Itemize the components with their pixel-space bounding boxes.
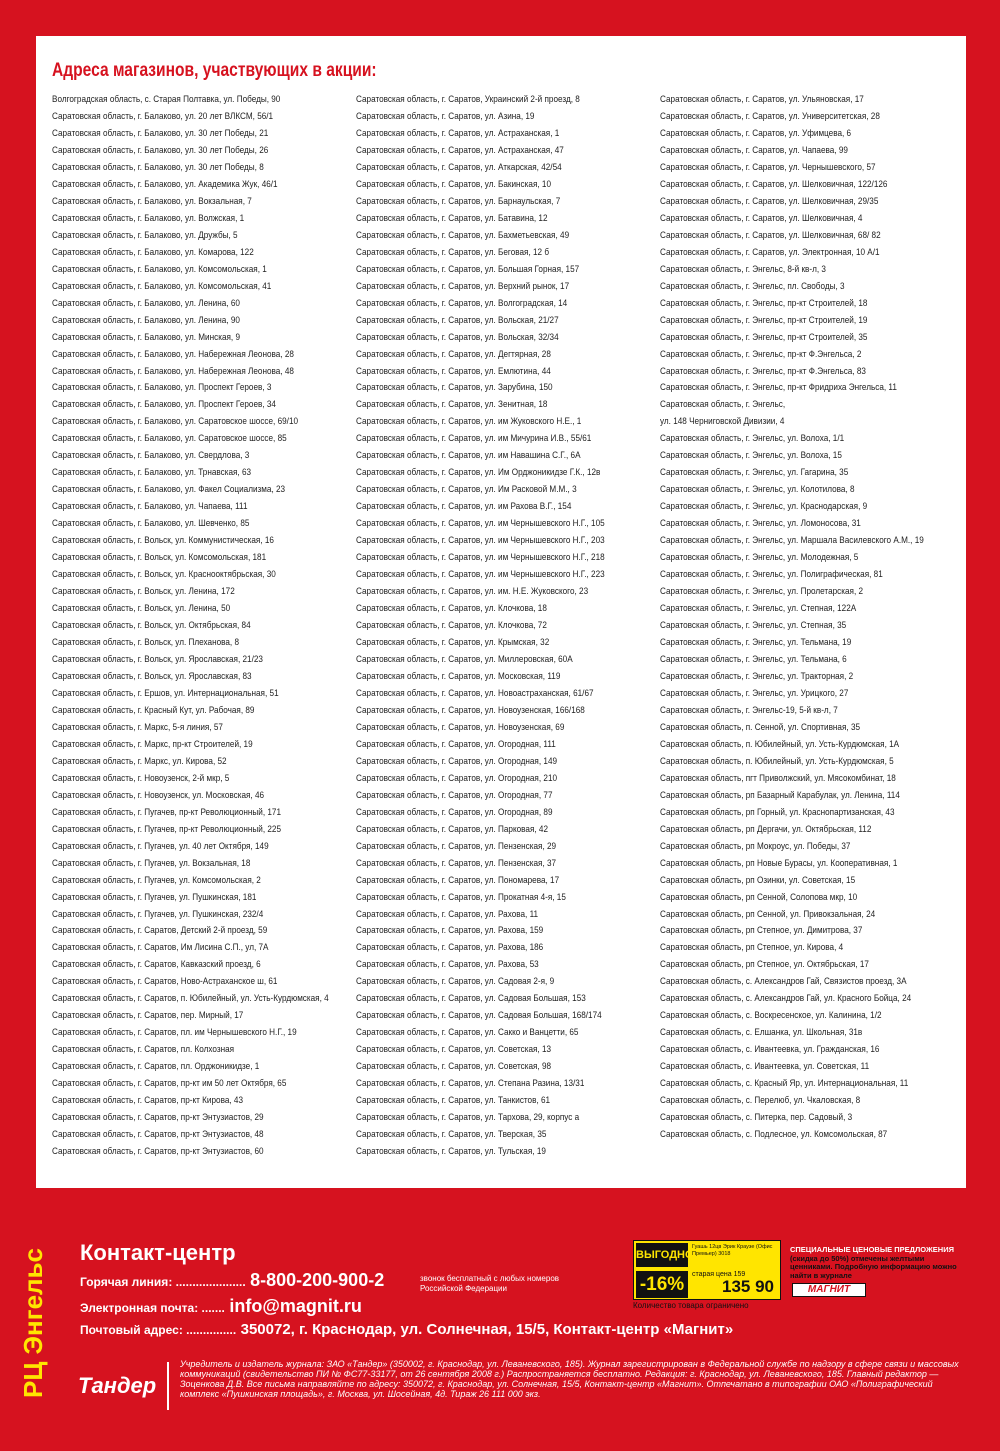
address-item: Саратовская область, с. Ивантеевка, ул. Гражданская, 16 [660,1044,880,1056]
address-item: Саратовская область, с. Александров Гай, Связистов проезд, 3А [660,976,907,988]
address-item: Саратовская область, г. Балаково, ул. 20 лет ВЛКСМ, 56/1 [52,110,274,122]
address-item: Саратовская область, г. Саратов, ул. Тульская, 19 [356,1146,546,1158]
address-item: Саратовская область, г. Балаково, ул. 30 лет Победы, 8 [52,161,264,173]
address-item: Саратовская область, г. Пугачев, ул. Комсомольская, 2 [52,874,261,886]
address-item: Саратовская область, г. Балаково, ул. Волжская, 1 [52,212,245,224]
address-item: Саратовская область, г. Саратов, ул. Бакинская, 10 [356,178,552,190]
address-item: Саратовская область, с. Воскресенское, ул. Калинина, 1/2 [660,1010,882,1022]
address-item: Саратовская область, г. Саратов, ул. Электронная, 10 А/1 [660,246,880,258]
address-item: Саратовская область, г. Энгельс, пр-кт Строителей, 19 [660,314,868,326]
address-item: Саратовская область, г. Саратов, ул. Дегтярная, 28 [356,348,551,360]
address-item: Саратовская область, г. Пугачев, ул. 40 лет Октября, 149 [52,840,269,852]
hotline-phone-link[interactable]: 8-800-200-900-2 [250,1270,385,1290]
special-offers-body: (скидка до 50%) отмечены желтыми ценниками. Подробную информацию можно найти в журнале [790,1253,957,1280]
address-item: Саратовская область, г. Балаково, ул. Чапаева, 111 [52,501,248,513]
address-item: Саратовская область, г. Балаково, ул. Свердлова, 3 [52,450,250,462]
address-item: Саратовская область, г. Саратов, пр-кт им 50 лет Октября, 65 [52,1078,287,1090]
address-item: Саратовская область, г. Саратов, ул. им Чернышевского Н.Г., 223 [356,569,605,581]
address-item: Саратовская область, г. Пугачев, ул. Вокзальная, 18 [52,857,251,869]
address-item: Саратовская область, г. Саратов, ул. Тверская, 35 [356,1129,547,1141]
contact-center-title: Контакт-центр [80,1240,236,1265]
address-column-2 [356,92,656,1161]
address-item: Саратовская область, г. Балаково, ул. Трнавская, 63 [52,467,252,479]
address-item: Саратовская область, г. Энгельс, ул. Пролетарская, 2 [660,586,864,598]
address-item: Саратовская область, г. Балаково, ул. Набережная Леонова, 28 [52,348,294,360]
address-item: Саратовская область, рп Мокроус, ул. Победы, 37 [660,840,851,852]
address-item: Саратовская область, г. Саратов, ул. Рахова, 53 [356,959,539,971]
address-item: Саратовская область, г. Саратов, ул. Пензенская, 37 [356,857,557,869]
address-item: Саратовская область, г. Саратов, ул. Огородная, 77 [356,789,553,801]
address-item: Саратовская область, г. Энгельс, пр-кт Ф.Энгельса, 83 [660,365,866,377]
address-item: Саратовская область, г. Балаково, ул. Проспект Героев, 3 [52,382,272,394]
address-item: Саратовская область, г. Саратов, ул. Шелковичная, 29/35 [660,195,879,207]
address-item: Саратовская область, г. Саратов, ул. Беговая, 12 б [356,246,550,258]
address-item: Саратовская область, г. Вольск, ул. Краснооктябрьская, 30 [52,569,276,581]
address-item: Саратовская область, г. Балаково, ул. 30 лет Победы, 21 [52,127,269,139]
postal-label: Почтовый адрес: ............... [80,1323,237,1337]
address-item: Саратовская область, г. Энгельс, 8-й кв-л, 3 [660,263,826,275]
address-item: Саратовская область, пгт Приволжский, ул. Мясокомбинат, 18 [660,772,896,784]
address-item: Саратовская область, п. Сенной, ул. Спортивная, 35 [660,721,861,733]
address-item: Саратовская область, рп Новые Бурасы, ул. Кооперативная, 1 [660,857,898,869]
address-item: Саратовская область, г. Саратов, ул. Рахова, 159 [356,925,544,937]
address-item: Саратовская область, г. Саратов, ул. Астраханская, 47 [356,144,564,156]
special-offers-title: СПЕЦИАЛЬНЫЕ ЦЕНОВЫЕ ПРЕДЛОЖЕНИЯ [790,1245,954,1254]
special-offers-text [790,1246,965,1280]
address-item: Саратовская область, г. Саратов, ул. Барнаульская, 7 [356,195,561,207]
address-item: Саратовская область, г. Саратов, пл. Колхозная [52,1044,235,1056]
address-item: Саратовская область, г. Балаково, ул. Шевченко, 85 [52,518,250,530]
address-item: Саратовская область, г. Саратов, пр-кт Энтузиастов, 60 [52,1146,264,1158]
address-item: Саратовская область, г. Саратов, Им Лисина С.П., ул, 7А [52,942,269,954]
address-item: Саратовская область, г. Саратов, ул. Миллеровская, 60А [356,653,573,665]
address-item: Саратовская область, рп Базарный Карабулак, ул. Ленина, 114 [660,789,900,801]
address-item: Саратовская область, г. Саратов, Детский 2-й проезд, 59 [52,925,268,937]
address-item: Саратовская область, г. Энгельс, ул. Урицкого, 27 [660,687,849,699]
address-column-3 [660,92,960,1144]
address-item: Саратовская область, г. Энгельс, пр-кт Строителей, 18 [660,297,868,309]
address-item: Саратовская область, г. Саратов, ул. Клочкова, 72 [356,620,547,632]
address-item: Саратовская область, г. Саратов, ул. Верхний рынок, 17 [356,280,570,292]
address-item: Саратовская область, г. Новоузенск, 2-й мкр, 5 [52,772,230,784]
publisher-info: Учредитель и издатель журнала: ЗАО «Тандер» (350002, г. Краснодар, ул. Леваневского, 185). Журнал зарегистрирован в Федеральной службе по надзору в сфере связи и массовых коммуникаций (свидетельство ПИ № ФС77-33177, от 26 сентября 2008 г.) Распространяется бесплатно. Редакция: г. Краснодар, ул. Леваневского, 185. Главный редактор — Зоценкова Д.В. Все письма направляйте по адресу: 350072, г. Краснодар, ул. Солнечная, 15/5, Контакт-центр «Магнит». Отпечатано в типографии ОАО «Полиграфический комплекс «Пушкинская площадь», г. Москва, ул. Шосейная, 4д. Тираж 26 111 000 экз. [180,1359,959,1399]
address-item: Саратовская область, г. Пугачев, пр-кт Революционный, 225 [52,823,282,835]
divider [167,1362,169,1410]
address-item: Саратовская область, рп Горный, ул. Краснопартизанская, 43 [660,806,895,818]
address-item: Саратовская область, г. Саратов, ул. им. Н.Е. Жуковского, 23 [356,586,589,598]
tander-logo: Тандер [78,1373,157,1398]
address-item: Саратовская область, г. Балаково, ул. Вокзальная, 7 [52,195,252,207]
address-item: Саратовская область, г. Саратов, ул. Большая Горная, 157 [356,263,580,275]
address-item: Саратовская область, г. Саратов, ул. им Жуковского Н.Е., 1 [356,416,582,428]
email-row [80,1296,362,1317]
address-item: Саратовская область, г. Саратов, ул. Новоузенская, 69 [356,721,565,733]
address-item: Саратовская область, г. Саратов, ул. Астраханская, 1 [356,127,560,139]
hotline-row [80,1270,384,1291]
address-item: Саратовская область, г. Саратов, пл. им Чернышевского Н.Г., 19 [52,1027,297,1039]
address-item: Саратовская область, г. Энгельс-19, 5-й кв-л, 7 [660,704,838,716]
address-item: Саратовская область, г. Энгельс, ул. Полиграфическая, 81 [660,569,883,581]
address-item: Саратовская область, г. Энгельс, ул. Тельмана, 19 [660,637,852,648]
promo-caption: Количество товара ограничено [633,1301,749,1310]
address-item: Саратовская область, г. Саратов, пр-кт Кирова, 43 [52,1095,244,1107]
address-item: Саратовская область, г. Энгельс, [660,399,786,411]
address-item: Саратовская область, рп Степное, ул. Димитрова, 37 [660,925,863,937]
address-item: Саратовская область, г. Саратов, ул. Огородная, 149 [356,755,558,767]
address-item: Саратовская область, г. Вольск, ул. Ленина, 172 [52,586,235,598]
address-item: Саратовская область, г. Вольск, ул. Октябрьская, 84 [52,620,251,632]
address-item: Саратовская область, г. Балаково, ул. Комсомольская, 1 [52,263,267,275]
address-item: Саратовская область, г. Энгельс, ул. Тельмана, 6 [660,653,847,665]
address-item: Саратовская область, г. Энгельс, пр-кт Ф.Энгельса, 2 [660,348,862,360]
address-item: Саратовская область, г. Ершов, ул. Интернациональная, 51 [52,687,279,699]
address-item: Саратовская область, г. Пугачев, ул. Пушкинская, 232/4 [52,908,264,920]
address-item: Саратовская область, г. Саратов, ул. Университетская, 28 [660,110,880,122]
address-item: Саратовская область, г. Саратов, ул. им Чернышевского Н.Г., 203 [356,535,605,547]
address-item: Саратовская область, г. Саратов, ул. Крымская, 32 [356,637,550,648]
address-item: Саратовская область, г. Маркс, ул. Кирова, 52 [52,755,227,767]
address-item: Саратовская область, г. Балаково, ул. Саратовское шоссе, 69/10 [52,416,299,428]
hotline-label: Горячая линия: ..................... [80,1275,246,1289]
address-item: Саратовская область, г. Саратов, ул. Пономарева, 17 [356,874,560,886]
address-item: Саратовская область, г. Саратов, ул. Шелковичная, 4 [660,212,863,224]
address-item: Саратовская область, г. Саратов, ул. Азина, 19 [356,110,535,122]
address-item: Саратовская область, г. Балаково, ул. Дружбы, 5 [52,229,238,241]
address-item: Саратовская область, г. Энгельс, ул. Степная, 122А [660,603,857,615]
address-item: Саратовская область, г. Балаково, ул. Факел Социализма, 23 [52,484,286,496]
address-item: Саратовская область, г. Саратов, ул. Чернышевского, 57 [660,161,876,173]
page-title: Адреса магазинов, участвующих в акции: [52,60,377,81]
address-item: Саратовская область, г. Саратов, пр-кт Энтузиастов, 29 [52,1112,264,1124]
address-item: Саратовская область, рп Дергачи, ул. Октябрьская, 112 [660,823,872,835]
address-item: Саратовская область, с. Александров Гай, ул. Красного Бойца, 24 [660,993,912,1005]
address-item: Саратовская область, с. Перелюб, ул. Чкаловская, 8 [660,1095,861,1107]
address-item: Саратовская область, г. Балаково, ул. Проспект Героев, 34 [52,399,276,411]
address-item: Саратовская область, г. Саратов, ул. Зенитная, 18 [356,399,548,411]
address-item: Саратовская область, г. Саратов, ул. Бахметьевская, 49 [356,229,570,241]
address-item: Саратовская область, г. Балаково, ул. Набережная Леонова, 48 [52,365,294,377]
address-column-1 [52,92,352,1161]
address-item: Саратовская область, г. Саратов, ул. Прокатная 4-я, 15 [356,891,566,903]
address-item: Саратовская область, г. Маркс, пр-кт Строителей, 19 [52,738,253,750]
address-item: Саратовская область, с. Елшанка, ул. Школьная, 31в [660,1027,863,1039]
address-item: Саратовская область, г. Энгельс, ул. Ломоносова, 31 [660,518,861,530]
address-item: Саратовская область, г. Саратов, ул. Емлютина, 44 [356,365,551,377]
promo-price-tag [633,1240,781,1300]
address-item: Саратовская область, г. Саратов, ул. Волгоградская, 14 [356,297,568,309]
address-item: Саратовская область, г. Вольск, ул. Ленина, 50 [52,603,231,615]
address-item: Саратовская область, г. Вольск, ул. Ярославская, 21/23 [52,653,263,665]
address-item: Саратовская область, г. Балаково, ул. Ленина, 90 [52,314,240,326]
address-item: Саратовская область, г. Саратов, ул. Чапаева, 99 [660,144,848,156]
address-item: Саратовская область, г. Саратов, Украинский 2-й проезд, 8 [356,94,580,105]
promo-old-price: старая цена 159 [692,1271,746,1278]
address-item: Саратовская область, с. Красный Яр, ул. Интернациональная, 11 [660,1078,909,1090]
address-item: Саратовская область, г. Саратов, пл. Орджоникидзе, 1 [52,1061,260,1073]
region-label: РЦ Энгельс [18,1247,48,1398]
address-item: Саратовская область, г. Энгельс, ул. Маршала Василевского А.М., 19 [660,535,924,547]
address-item: Саратовская область, г. Саратов, ул. Пензенская, 29 [356,840,557,852]
address-item: Саратовская область, г. Саратов, ул. Степана Разина, 13/31 [356,1078,585,1090]
address-item: Саратовская область, с. Ивантеевка, ул. Советская, 11 [660,1061,870,1073]
address-item: Саратовская область, г. Балаково, ул. 30 лет Победы, 26 [52,144,269,156]
address-item: Саратовская область, г. Энгельс, ул. Волоха, 15 [660,450,842,462]
address-item: Саратовская область, г. Вольск, ул. Ярославская, 83 [52,670,252,682]
address-item: Саратовская область, г. Саратов, ул. им Рахова В.Г., 154 [356,501,572,513]
address-item: Саратовская область, г. Саратов, ул. Им Орджоникидзе Г.К., 12в [356,467,601,479]
address-item: Саратовская область, п. Юбилейный, ул. Усть-Курдюмская, 5 [660,755,894,767]
address-item: Саратовская область, г. Саратов, ул. Танкистов, 61 [356,1095,551,1107]
address-item: Саратовская область, г. Саратов, ул. Огородная, 89 [356,806,553,818]
address-item: Саратовская область, г. Саратов, ул. Советская, 98 [356,1061,552,1073]
address-item: Саратовская область, г. Саратов, ул. Им Расковой М.М., 3 [356,484,577,496]
address-item: Саратовская область, г. Энгельс, ул. Краснодарская, 9 [660,501,868,513]
address-item: Саратовская область, г. Саратов, ул. им Чернышевского Н.Г., 218 [356,552,605,564]
address-item: Саратовская область, г. Саратов, ул. им Навашина С.Г., 6А [356,450,581,462]
address-item: Саратовская область, г. Саратов, ул. Огородная, 111 [356,738,556,750]
address-item: Саратовская область, г. Саратов, пр-кт Энтузиастов, 48 [52,1129,264,1141]
address-item: Саратовская область, г. Саратов, ул. Садовая 2-я, 9 [356,976,555,988]
address-item: Саратовская область, г. Саратов, ул. Огородная, 210 [356,772,558,784]
magnit-logo: МАГНИТ [792,1283,866,1297]
address-item: Саратовская область, г. Вольск, ул. Коммунистическая, 16 [52,535,274,547]
address-item: Саратовская область, г. Саратов, ул. Парковая, 42 [356,823,549,835]
address-item: Саратовская область, г. Балаково, ул. Саратовское шоссе, 85 [52,433,287,445]
address-item: Саратовская область, г. Энгельс, пр-кт Строителей, 35 [660,331,868,343]
postal-address: 350072, г. Краснодар, ул. Солнечная, 15/5, Контакт-центр «Магнит» [240,1321,734,1338]
address-item: Саратовская область, рп Степное, ул. Октябрьская, 17 [660,959,869,971]
address-item: ул. 148 Черниговской Дивизии, 4 [660,416,785,428]
address-item: Саратовская область, г. Пугачев, пр-кт Революционный, 171 [52,806,282,818]
address-item: Саратовская область, г. Саратов, ул. Садовая Большая, 168/174 [356,1010,602,1022]
address-item: Саратовская область, г. Балаково, ул. Комарова, 122 [52,246,254,258]
promo-new-price: 135 90 [722,1277,774,1296]
address-item: Саратовская область, г. Саратов, ул. Вольская, 32/34 [356,331,559,343]
email-link[interactable]: info@magnit.ru [229,1296,362,1316]
address-item: Саратовская область, г. Энгельс, ул. Колотилова, 8 [660,484,855,496]
address-item: Саратовская область, г. Саратов, п. Юбилейный, ул. Усть-Курдюмская, 4 [52,993,329,1005]
address-item: Волгоградская область, с. Старая Полтавка, ул. Победы, 90 [52,94,281,105]
address-item: Саратовская область, г. Энгельс, ул. Волоха, 1/1 [660,433,845,445]
address-item: Саратовская область, г. Саратов, ул. Вольская, 21/27 [356,314,559,326]
address-item: Саратовская область, г. Саратов, ул. Аткарская, 42/54 [356,161,562,173]
hotline-note: звонок бесплатный с любых номеров Российской Федерации [420,1274,560,1293]
address-item: Саратовская область, г. Саратов, ул. Тархова, 29, корпус а [356,1112,580,1124]
address-item: Саратовская область, г. Саратов, ул. Шелковичная, 122/126 [660,178,888,190]
address-item: Саратовская область, г. Энгельс, ул. Степная, 35 [660,620,847,632]
address-item: Саратовская область, г. Саратов, ул. им Мичурина И.В., 55/61 [356,433,592,445]
address-item: Саратовская область, с. Подлесное, ул. Комсомольская, 87 [660,1129,888,1141]
address-item: Саратовская область, г. Энгельс, ул. Молодежная, 5 [660,552,859,564]
address-item: Саратовская область, п. Юбилейный, ул. Усть-Курдюмская, 1А [660,738,900,750]
promo-discount: -16% [636,1271,688,1298]
address-item: Саратовская область, г. Саратов, ул. Рахова, 186 [356,942,544,954]
address-item: Саратовская область, г. Энгельс, пл. Свободы, 3 [660,280,845,292]
address-item: Саратовская область, г. Вольск, ул. Комсомольская, 181 [52,552,267,564]
address-item: Саратовская область, г. Саратов, ул. Ульяновская, 17 [660,94,864,105]
address-item: Саратовская область, г. Пугачев, ул. Пушкинская, 181 [52,891,257,903]
address-item: Саратовская область, г. Балаково, ул. Минская, 9 [52,331,241,343]
address-item: Саратовская область, г. Саратов, пер. Мирный, 17 [52,1010,244,1022]
address-item: Саратовская область, г. Саратов, ул. им Чернышевского Н.Г., 105 [356,518,605,530]
address-item: Саратовская область, г. Саратов, ул. Рахова, 11 [356,908,539,920]
address-item: Саратовская область, рп Сенной, Солопова мкр, 10 [660,891,858,903]
address-item: Саратовская область, г. Энгельс, ул. Гагарина, 35 [660,467,849,479]
address-item: Саратовская область, г. Саратов, ул. Новоастраханская, 61/67 [356,687,594,699]
postal-row [80,1321,733,1339]
address-item: Саратовская область, г. Саратов, ул. Сакко и Ванцетти, 65 [356,1027,579,1039]
address-item: Саратовская область, с. Питерка, пер. Садовый, 3 [660,1112,853,1124]
address-item: Саратовская область, г. Саратов, ул. Уфимцева, 6 [660,127,852,139]
address-item: Саратовская область, г. Саратов, ул. Советская, 13 [356,1044,552,1056]
address-item: Саратовская область, г. Маркс, 5-я линия, 57 [52,721,223,733]
address-item: Саратовская область, г. Саратов, Кавказский проезд, 6 [52,959,261,971]
address-item: Саратовская область, г. Саратов, ул. Зарубина, 150 [356,382,553,394]
address-item: Саратовская область, г. Балаково, ул. Академика Жук, 46/1 [52,178,278,190]
address-item: Саратовская область, г. Саратов, Ново-Астраханское ш, 61 [52,976,278,988]
address-item: Саратовская область, г. Саратов, ул. Шелковичная, 68/ 82 [660,229,881,241]
address-item: Саратовская область, г. Саратов, ул. Клочкова, 18 [356,603,547,615]
address-item: Саратовская область, г. Энгельс, ул. Тракторная, 2 [660,670,854,682]
address-item: Саратовская область, г. Красный Кут, ул. Рабочая, 89 [52,704,255,716]
address-item: Саратовская область, г. Балаково, ул. Ленина, 60 [52,297,240,309]
promo-product-name: Гуашь 12цв Эрик Краузе (Офис Премьер) 3018 [692,1244,773,1257]
email-label: Электронная почта: ....... [80,1301,225,1315]
address-item: Саратовская область, г. Саратов, ул. Батавина, 12 [356,212,548,224]
address-item: Саратовская область, г. Энгельс, пр-кт Фридриха Энгельса, 11 [660,382,897,394]
address-item: Саратовская область, рп Степное, ул. Кирова, 4 [660,942,844,954]
promo-vygodno-label: ВЫГОДНО [636,1243,688,1267]
address-item: Саратовская область, г. Саратов, ул. Московская, 119 [356,670,561,682]
address-item: Саратовская область, рп Сенной, ул. Привокзальная, 24 [660,908,876,920]
address-item: Саратовская область, г. Саратов, ул. Садовая Большая, 153 [356,993,586,1005]
address-item: Саратовская область, г. Вольск, ул. Плеханова, 8 [52,637,240,648]
address-item: Саратовская область, г. Новоузенск, ул. Московская, 46 [52,789,265,801]
address-item: Саратовская область, г. Балаково, ул. Комсомольская, 41 [52,280,272,292]
address-item: Саратовская область, г. Саратов, ул. Новоузенская, 166/168 [356,704,585,716]
address-item: Саратовская область, рп Озинки, ул. Советская, 15 [660,874,856,886]
